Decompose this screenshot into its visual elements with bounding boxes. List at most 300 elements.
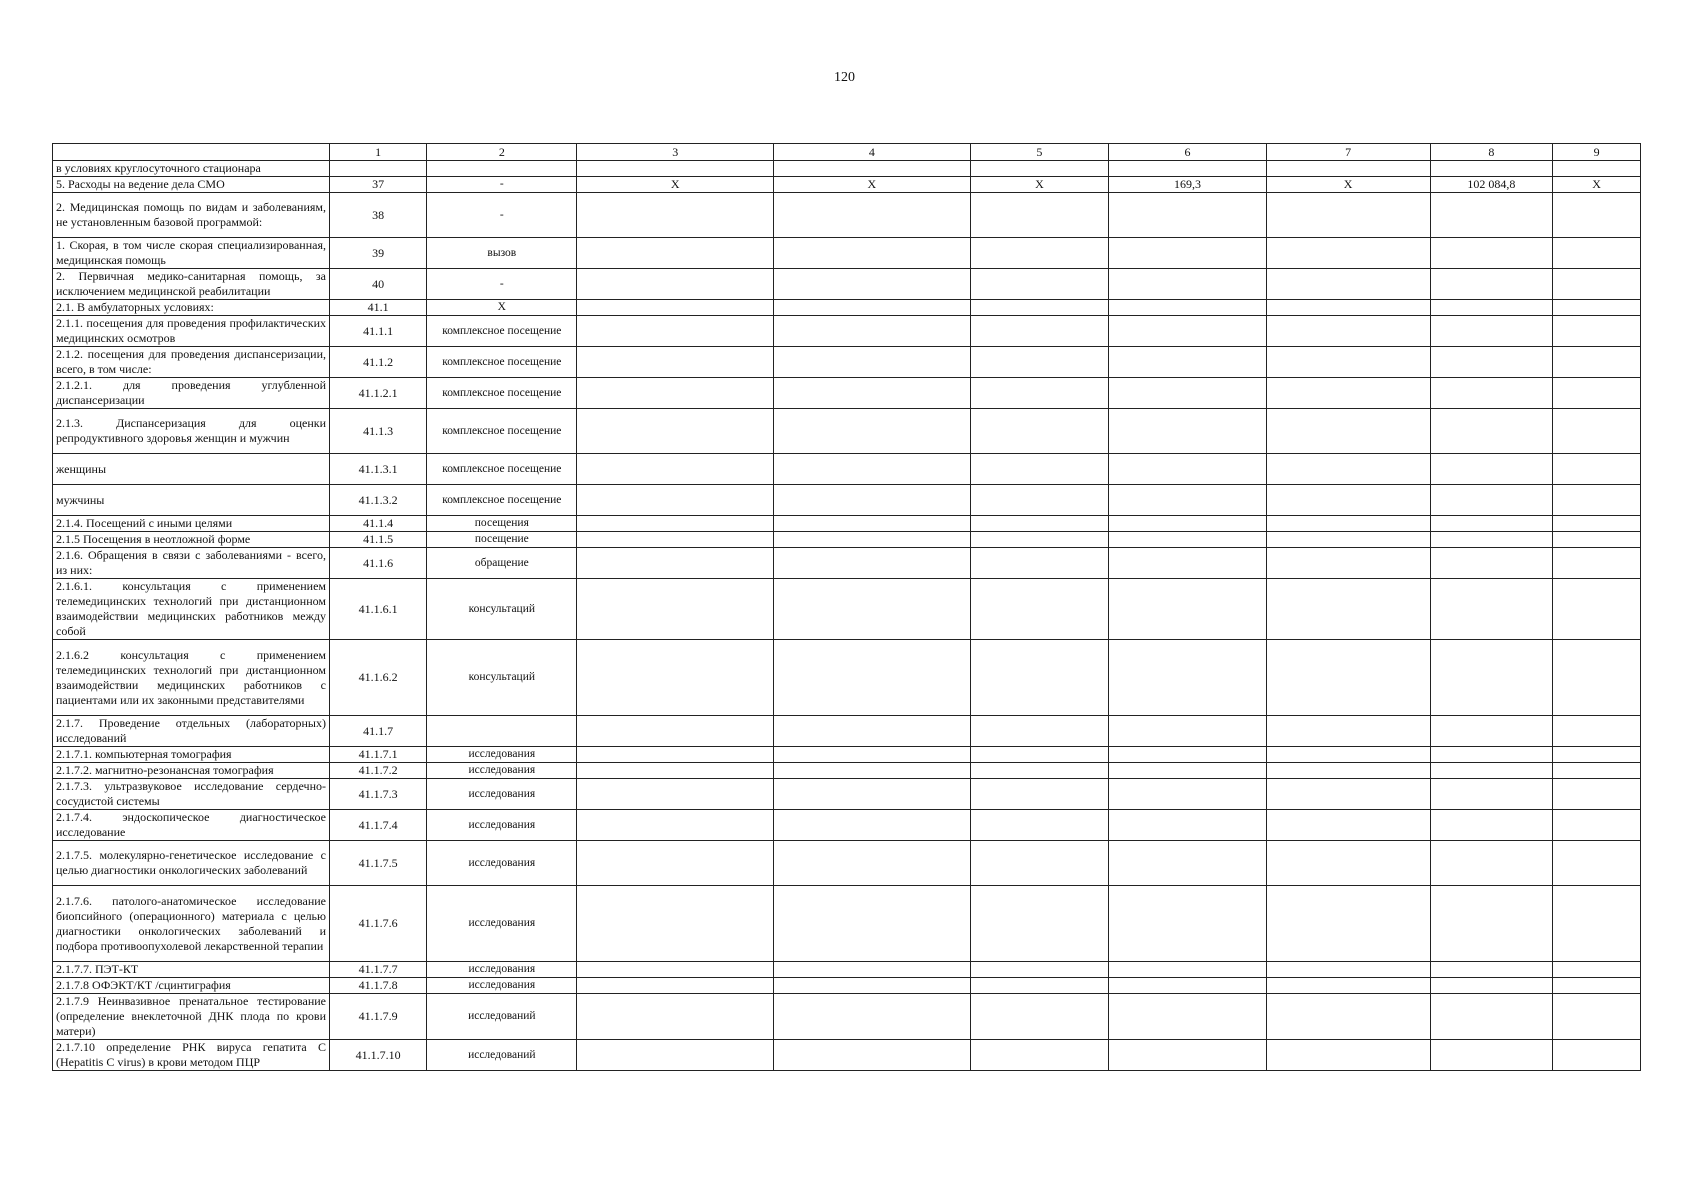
- header-cell-6: 6: [1109, 144, 1267, 161]
- col-5-cell: [970, 238, 1109, 269]
- col-4-cell: [774, 548, 971, 579]
- row-label: 2.1.7.6. патолого-анатомическое исследование биопсийного (операционного) материала с целью диагностики онкологических заболеваний и подбора противоопухолевой лекарственной терапии: [53, 886, 330, 962]
- col-8-cell: [1430, 193, 1553, 238]
- col-4-cell: [774, 841, 971, 886]
- col-6-cell: [1109, 810, 1267, 841]
- col-8-cell: [1430, 810, 1553, 841]
- col-8-cell: [1430, 316, 1553, 347]
- col-6-cell: [1109, 841, 1267, 886]
- header-cell-4: 4: [774, 144, 971, 161]
- col-8-cell: [1430, 962, 1553, 978]
- col-4-cell: [774, 238, 971, 269]
- col-7-cell: [1266, 886, 1430, 962]
- col-7-cell: [1266, 579, 1430, 640]
- table-row: [53, 347, 1641, 378]
- row-label: 2.1.6.1. консультация с применением телемедицинских технологий при дистанционном взаимодействии медицинских работников между собой: [53, 579, 330, 640]
- col-3-cell: [577, 978, 774, 994]
- table-row: [53, 640, 1641, 716]
- row-code: 41.1.7.6: [330, 886, 427, 962]
- row-unit: исследований: [427, 1040, 577, 1071]
- col-4-cell: [774, 454, 971, 485]
- col-8-cell: [1430, 978, 1553, 994]
- col-9-cell: [1553, 485, 1641, 516]
- header-cell-2: 2: [427, 144, 577, 161]
- col-5-cell: [970, 978, 1109, 994]
- row-code: 41.1.3.1: [330, 454, 427, 485]
- col-8-cell: [1430, 579, 1553, 640]
- col-7-cell: [1266, 841, 1430, 886]
- row-code: 41.1.6.2: [330, 640, 427, 716]
- col-4-cell: [774, 269, 971, 300]
- col-7-cell: X: [1266, 177, 1430, 193]
- col-4-cell: [774, 378, 971, 409]
- col-4-cell: [774, 347, 971, 378]
- header-cell-3: 3: [577, 144, 774, 161]
- col-7-cell: [1266, 548, 1430, 579]
- col-9-cell: [1553, 886, 1641, 962]
- row-unit: посещения: [427, 516, 577, 532]
- row-code: 41.1.3: [330, 409, 427, 454]
- col-3-cell: X: [577, 177, 774, 193]
- col-4-cell: [774, 779, 971, 810]
- col-9-cell: [1553, 516, 1641, 532]
- row-code: 41.1.7.2: [330, 763, 427, 779]
- row-unit: консультаций: [427, 640, 577, 716]
- col-7-cell: [1266, 716, 1430, 747]
- row-code: 41.1.6: [330, 548, 427, 579]
- col-8-cell: [1430, 347, 1553, 378]
- col-6-cell: [1109, 454, 1267, 485]
- col-8-cell: [1430, 841, 1553, 886]
- row-unit: консультаций: [427, 579, 577, 640]
- col-5-cell: [970, 300, 1109, 316]
- col-5-cell: [970, 994, 1109, 1040]
- col-5-cell: [970, 640, 1109, 716]
- col-3-cell: [577, 1040, 774, 1071]
- col-7-cell: [1266, 640, 1430, 716]
- col-8-cell: [1430, 485, 1553, 516]
- col-3-cell: [577, 994, 774, 1040]
- col-5-cell: [970, 1040, 1109, 1071]
- col-3-cell: [577, 300, 774, 316]
- row-unit: исследования: [427, 978, 577, 994]
- row-code: 41.1.3.2: [330, 485, 427, 516]
- row-label: 2.1.3. Диспансеризация для оценки репродуктивного здоровья женщин и мужчин: [53, 409, 330, 454]
- row-code: 41.1.6.1: [330, 579, 427, 640]
- table-row: [53, 994, 1641, 1040]
- col-5-cell: [970, 716, 1109, 747]
- col-6-cell: [1109, 193, 1267, 238]
- table-row: [53, 962, 1641, 978]
- col-5-cell: [970, 841, 1109, 886]
- row-label: 2.1.7.3. ультразвуковое исследование сердечно-сосудистой системы: [53, 779, 330, 810]
- col-8-cell: [1430, 454, 1553, 485]
- row-unit: комплексное посещение: [427, 485, 577, 516]
- table-row: [53, 161, 1641, 177]
- table-row: [53, 763, 1641, 779]
- row-unit: [427, 716, 577, 747]
- col-8-cell: [1430, 779, 1553, 810]
- row-unit: -: [427, 193, 577, 238]
- col-9-cell: [1553, 532, 1641, 548]
- col-9-cell: [1553, 978, 1641, 994]
- col-8-cell: [1430, 994, 1553, 1040]
- col-7-cell: [1266, 1040, 1430, 1071]
- col-4-cell: [774, 161, 971, 177]
- table-row: [53, 409, 1641, 454]
- col-4-cell: [774, 1040, 971, 1071]
- col-4-cell: [774, 516, 971, 532]
- col-9-cell: X: [1553, 177, 1641, 193]
- col-8-cell: [1430, 886, 1553, 962]
- row-unit: [427, 161, 577, 177]
- col-3-cell: [577, 810, 774, 841]
- col-9-cell: [1553, 316, 1641, 347]
- row-unit: комплексное посещение: [427, 378, 577, 409]
- col-5-cell: [970, 779, 1109, 810]
- col-6-cell: [1109, 886, 1267, 962]
- table-row: [53, 841, 1641, 886]
- col-7-cell: [1266, 300, 1430, 316]
- row-code: 41.1.7.3: [330, 779, 427, 810]
- col-8-cell: [1430, 716, 1553, 747]
- col-3-cell: [577, 886, 774, 962]
- col-7-cell: [1266, 978, 1430, 994]
- row-unit: комплексное посещение: [427, 347, 577, 378]
- col-6-cell: [1109, 238, 1267, 269]
- row-code: 39: [330, 238, 427, 269]
- table-row: [53, 1040, 1641, 1071]
- col-7-cell: [1266, 485, 1430, 516]
- table-row: [53, 193, 1641, 238]
- col-3-cell: [577, 269, 774, 300]
- table-row: [53, 485, 1641, 516]
- col-9-cell: [1553, 454, 1641, 485]
- col-9-cell: [1553, 994, 1641, 1040]
- col-9-cell: [1553, 962, 1641, 978]
- row-unit: исследований: [427, 994, 577, 1040]
- row-code: [330, 161, 427, 177]
- col-4-cell: [774, 962, 971, 978]
- table-row: [53, 978, 1641, 994]
- header-cell-1: 1: [330, 144, 427, 161]
- col-5-cell: [970, 269, 1109, 300]
- col-4-cell: [774, 716, 971, 747]
- col-6-cell: [1109, 994, 1267, 1040]
- row-label: 1. Скорая, в том числе скорая специализированная, медицинская помощь: [53, 238, 330, 269]
- col-8-cell: [1430, 640, 1553, 716]
- header-cell-8: 8: [1430, 144, 1553, 161]
- row-code: 41.1.1: [330, 316, 427, 347]
- col-6-cell: [1109, 161, 1267, 177]
- row-code: 41.1.7.1: [330, 747, 427, 763]
- col-9-cell: [1553, 579, 1641, 640]
- row-code: 41.1.7.10: [330, 1040, 427, 1071]
- col-7-cell: [1266, 193, 1430, 238]
- row-code: 41.1.7.5: [330, 841, 427, 886]
- col-9-cell: [1553, 409, 1641, 454]
- table-row: [53, 716, 1641, 747]
- col-4-cell: [774, 579, 971, 640]
- row-label: 2.1.7.5. молекулярно-генетическое исследование с целью диагностики онкологических заболеваний: [53, 841, 330, 886]
- col-3-cell: [577, 378, 774, 409]
- col-3-cell: [577, 238, 774, 269]
- col-7-cell: [1266, 810, 1430, 841]
- col-9-cell: [1553, 161, 1641, 177]
- col-4-cell: [774, 640, 971, 716]
- col-6-cell: [1109, 747, 1267, 763]
- row-unit: -: [427, 269, 577, 300]
- row-label: 2.1.7.2. магнитно-резонансная томография: [53, 763, 330, 779]
- row-label: 2.1.5 Посещения в неотложной форме: [53, 532, 330, 548]
- data-table: [52, 143, 1641, 1071]
- col-5-cell: [970, 886, 1109, 962]
- col-7-cell: [1266, 454, 1430, 485]
- row-label: 2.1.7.4. эндоскопическое диагностическое исследование: [53, 810, 330, 841]
- row-code: 41.1: [330, 300, 427, 316]
- col-4-cell: [774, 763, 971, 779]
- col-6-cell: [1109, 300, 1267, 316]
- row-label: мужчины: [53, 485, 330, 516]
- col-3-cell: [577, 716, 774, 747]
- col-6-cell: [1109, 962, 1267, 978]
- row-code: 41.1.2: [330, 347, 427, 378]
- row-code: 37: [330, 177, 427, 193]
- header-row: [53, 144, 1641, 161]
- col-3-cell: [577, 640, 774, 716]
- col-5-cell: [970, 378, 1109, 409]
- col-7-cell: [1266, 962, 1430, 978]
- table-row: [53, 810, 1641, 841]
- col-5-cell: [970, 516, 1109, 532]
- col-3-cell: [577, 193, 774, 238]
- col-6-cell: [1109, 716, 1267, 747]
- row-unit: исследования: [427, 841, 577, 886]
- col-4-cell: [774, 409, 971, 454]
- col-6-cell: [1109, 516, 1267, 532]
- col-9-cell: [1553, 1040, 1641, 1071]
- row-label: 2.1.7.7. ПЭТ-КТ: [53, 962, 330, 978]
- col-6-cell: [1109, 532, 1267, 548]
- col-5-cell: [970, 747, 1109, 763]
- col-8-cell: [1430, 269, 1553, 300]
- row-label: 2. Первичная медико-санитарная помощь, за исключением медицинской реабилитации: [53, 269, 330, 300]
- row-code: 41.1.5: [330, 532, 427, 548]
- row-label: женщины: [53, 454, 330, 485]
- table-row: [53, 269, 1641, 300]
- col-4-cell: [774, 810, 971, 841]
- row-label: 2.1.2.1. для проведения углубленной диспансеризации: [53, 378, 330, 409]
- col-6-cell: [1109, 347, 1267, 378]
- col-7-cell: [1266, 409, 1430, 454]
- col-7-cell: [1266, 316, 1430, 347]
- row-code: 41.1.7.7: [330, 962, 427, 978]
- row-label: 2.1.7.1. компьютерная томография: [53, 747, 330, 763]
- col-7-cell: [1266, 516, 1430, 532]
- col-3-cell: [577, 347, 774, 378]
- col-8-cell: 102 084,8: [1430, 177, 1553, 193]
- col-8-cell: [1430, 378, 1553, 409]
- col-9-cell: [1553, 269, 1641, 300]
- table-row: [53, 579, 1641, 640]
- col-5-cell: [970, 548, 1109, 579]
- col-8-cell: [1430, 532, 1553, 548]
- row-label: 2.1.7.9 Неинвазивное пренатальное тестирование (определение внеклеточной ДНК плода по крови матери): [53, 994, 330, 1040]
- col-3-cell: [577, 161, 774, 177]
- header-cell-0: [53, 144, 330, 161]
- table-row: [53, 779, 1641, 810]
- row-unit: -: [427, 177, 577, 193]
- row-unit: исследования: [427, 886, 577, 962]
- col-5-cell: [970, 579, 1109, 640]
- col-6-cell: [1109, 763, 1267, 779]
- row-label: 2.1.1. посещения для проведения профилактических медицинских осмотров: [53, 316, 330, 347]
- table-row: [53, 300, 1641, 316]
- col-4-cell: [774, 747, 971, 763]
- col-9-cell: [1553, 548, 1641, 579]
- row-code: 38: [330, 193, 427, 238]
- col-4-cell: [774, 978, 971, 994]
- table-body: [53, 144, 1641, 1071]
- col-7-cell: [1266, 994, 1430, 1040]
- table-row: [53, 747, 1641, 763]
- col-6-cell: [1109, 1040, 1267, 1071]
- col-3-cell: [577, 409, 774, 454]
- row-unit: комплексное посещение: [427, 316, 577, 347]
- table-row: [53, 378, 1641, 409]
- col-3-cell: [577, 516, 774, 532]
- row-code: 41.1.7.8: [330, 978, 427, 994]
- col-4-cell: [774, 994, 971, 1040]
- col-6-cell: [1109, 316, 1267, 347]
- col-9-cell: [1553, 640, 1641, 716]
- col-9-cell: [1553, 347, 1641, 378]
- col-8-cell: [1430, 161, 1553, 177]
- col-5-cell: X: [970, 177, 1109, 193]
- row-label: 2.1.7. Проведение отдельных (лабораторных) исследований: [53, 716, 330, 747]
- col-7-cell: [1266, 532, 1430, 548]
- col-5-cell: [970, 810, 1109, 841]
- col-6-cell: [1109, 485, 1267, 516]
- col-5-cell: [970, 763, 1109, 779]
- col-5-cell: [970, 962, 1109, 978]
- col-6-cell: [1109, 409, 1267, 454]
- col-4-cell: [774, 485, 971, 516]
- col-7-cell: [1266, 763, 1430, 779]
- col-9-cell: [1553, 716, 1641, 747]
- row-code: 41.1.2.1: [330, 378, 427, 409]
- col-3-cell: [577, 548, 774, 579]
- col-9-cell: [1553, 300, 1641, 316]
- col-8-cell: [1430, 238, 1553, 269]
- col-9-cell: [1553, 763, 1641, 779]
- col-4-cell: [774, 886, 971, 962]
- header-cell-7: 7: [1266, 144, 1430, 161]
- col-6-cell: [1109, 978, 1267, 994]
- col-7-cell: [1266, 378, 1430, 409]
- row-code: 41.1.7.4: [330, 810, 427, 841]
- col-6-cell: [1109, 779, 1267, 810]
- col-3-cell: [577, 454, 774, 485]
- table-row: [53, 548, 1641, 579]
- col-8-cell: [1430, 300, 1553, 316]
- row-unit: исследования: [427, 779, 577, 810]
- col-6-cell: 169,3: [1109, 177, 1267, 193]
- col-7-cell: [1266, 238, 1430, 269]
- row-label: 2. Медицинская помощь по видам и заболеваниям, не установленным базовой программой:: [53, 193, 330, 238]
- page-number: 120: [834, 70, 855, 85]
- col-6-cell: [1109, 269, 1267, 300]
- row-unit: исследования: [427, 763, 577, 779]
- col-9-cell: [1553, 810, 1641, 841]
- col-6-cell: [1109, 640, 1267, 716]
- row-code: 40: [330, 269, 427, 300]
- table-row: [53, 238, 1641, 269]
- col-3-cell: [577, 763, 774, 779]
- table-row: [53, 532, 1641, 548]
- col-5-cell: [970, 161, 1109, 177]
- col-8-cell: [1430, 747, 1553, 763]
- row-label: 2.1.2. посещения для проведения диспансеризации, всего, в том числе:: [53, 347, 330, 378]
- row-label: 2.1. В амбулаторных условиях:: [53, 300, 330, 316]
- col-4-cell: [774, 532, 971, 548]
- row-unit: посещение: [427, 532, 577, 548]
- table-row: [53, 454, 1641, 485]
- col-3-cell: [577, 841, 774, 886]
- table-row: [53, 886, 1641, 962]
- row-unit: вызов: [427, 238, 577, 269]
- col-3-cell: [577, 747, 774, 763]
- row-label: 2.1.7.8 ОФЭКТ/КТ /сцинтиграфия: [53, 978, 330, 994]
- col-7-cell: [1266, 779, 1430, 810]
- col-3-cell: [577, 316, 774, 347]
- col-3-cell: [577, 962, 774, 978]
- row-unit: исследования: [427, 962, 577, 978]
- row-unit: комплексное посещение: [427, 454, 577, 485]
- col-6-cell: [1109, 378, 1267, 409]
- header-cell-9: 9: [1553, 144, 1641, 161]
- row-label: 2.1.4. Посещений с иными целями: [53, 516, 330, 532]
- row-unit: X: [427, 300, 577, 316]
- col-7-cell: [1266, 347, 1430, 378]
- col-7-cell: [1266, 161, 1430, 177]
- col-5-cell: [970, 532, 1109, 548]
- col-6-cell: [1109, 548, 1267, 579]
- col-5-cell: [970, 347, 1109, 378]
- table-row: [53, 177, 1641, 193]
- row-label: в условиях круглосуточного стационара: [53, 161, 330, 177]
- table-row: [53, 516, 1641, 532]
- row-code: 41.1.7: [330, 716, 427, 747]
- col-9-cell: [1553, 378, 1641, 409]
- col-9-cell: [1553, 779, 1641, 810]
- col-9-cell: [1553, 747, 1641, 763]
- table-row: [53, 316, 1641, 347]
- row-label: 2.1.7.10 определение РНК вируса гепатита С (Hepatitis C virus) в крови методом ПЦР: [53, 1040, 330, 1071]
- col-5-cell: [970, 316, 1109, 347]
- col-3-cell: [577, 779, 774, 810]
- col-3-cell: [577, 579, 774, 640]
- row-code: 41.1.4: [330, 516, 427, 532]
- col-5-cell: [970, 454, 1109, 485]
- row-unit: исследования: [427, 810, 577, 841]
- header-cell-5: 5: [970, 144, 1109, 161]
- col-5-cell: [970, 193, 1109, 238]
- col-5-cell: [970, 409, 1109, 454]
- row-code: 41.1.7.9: [330, 994, 427, 1040]
- col-7-cell: [1266, 269, 1430, 300]
- row-unit: комплексное посещение: [427, 409, 577, 454]
